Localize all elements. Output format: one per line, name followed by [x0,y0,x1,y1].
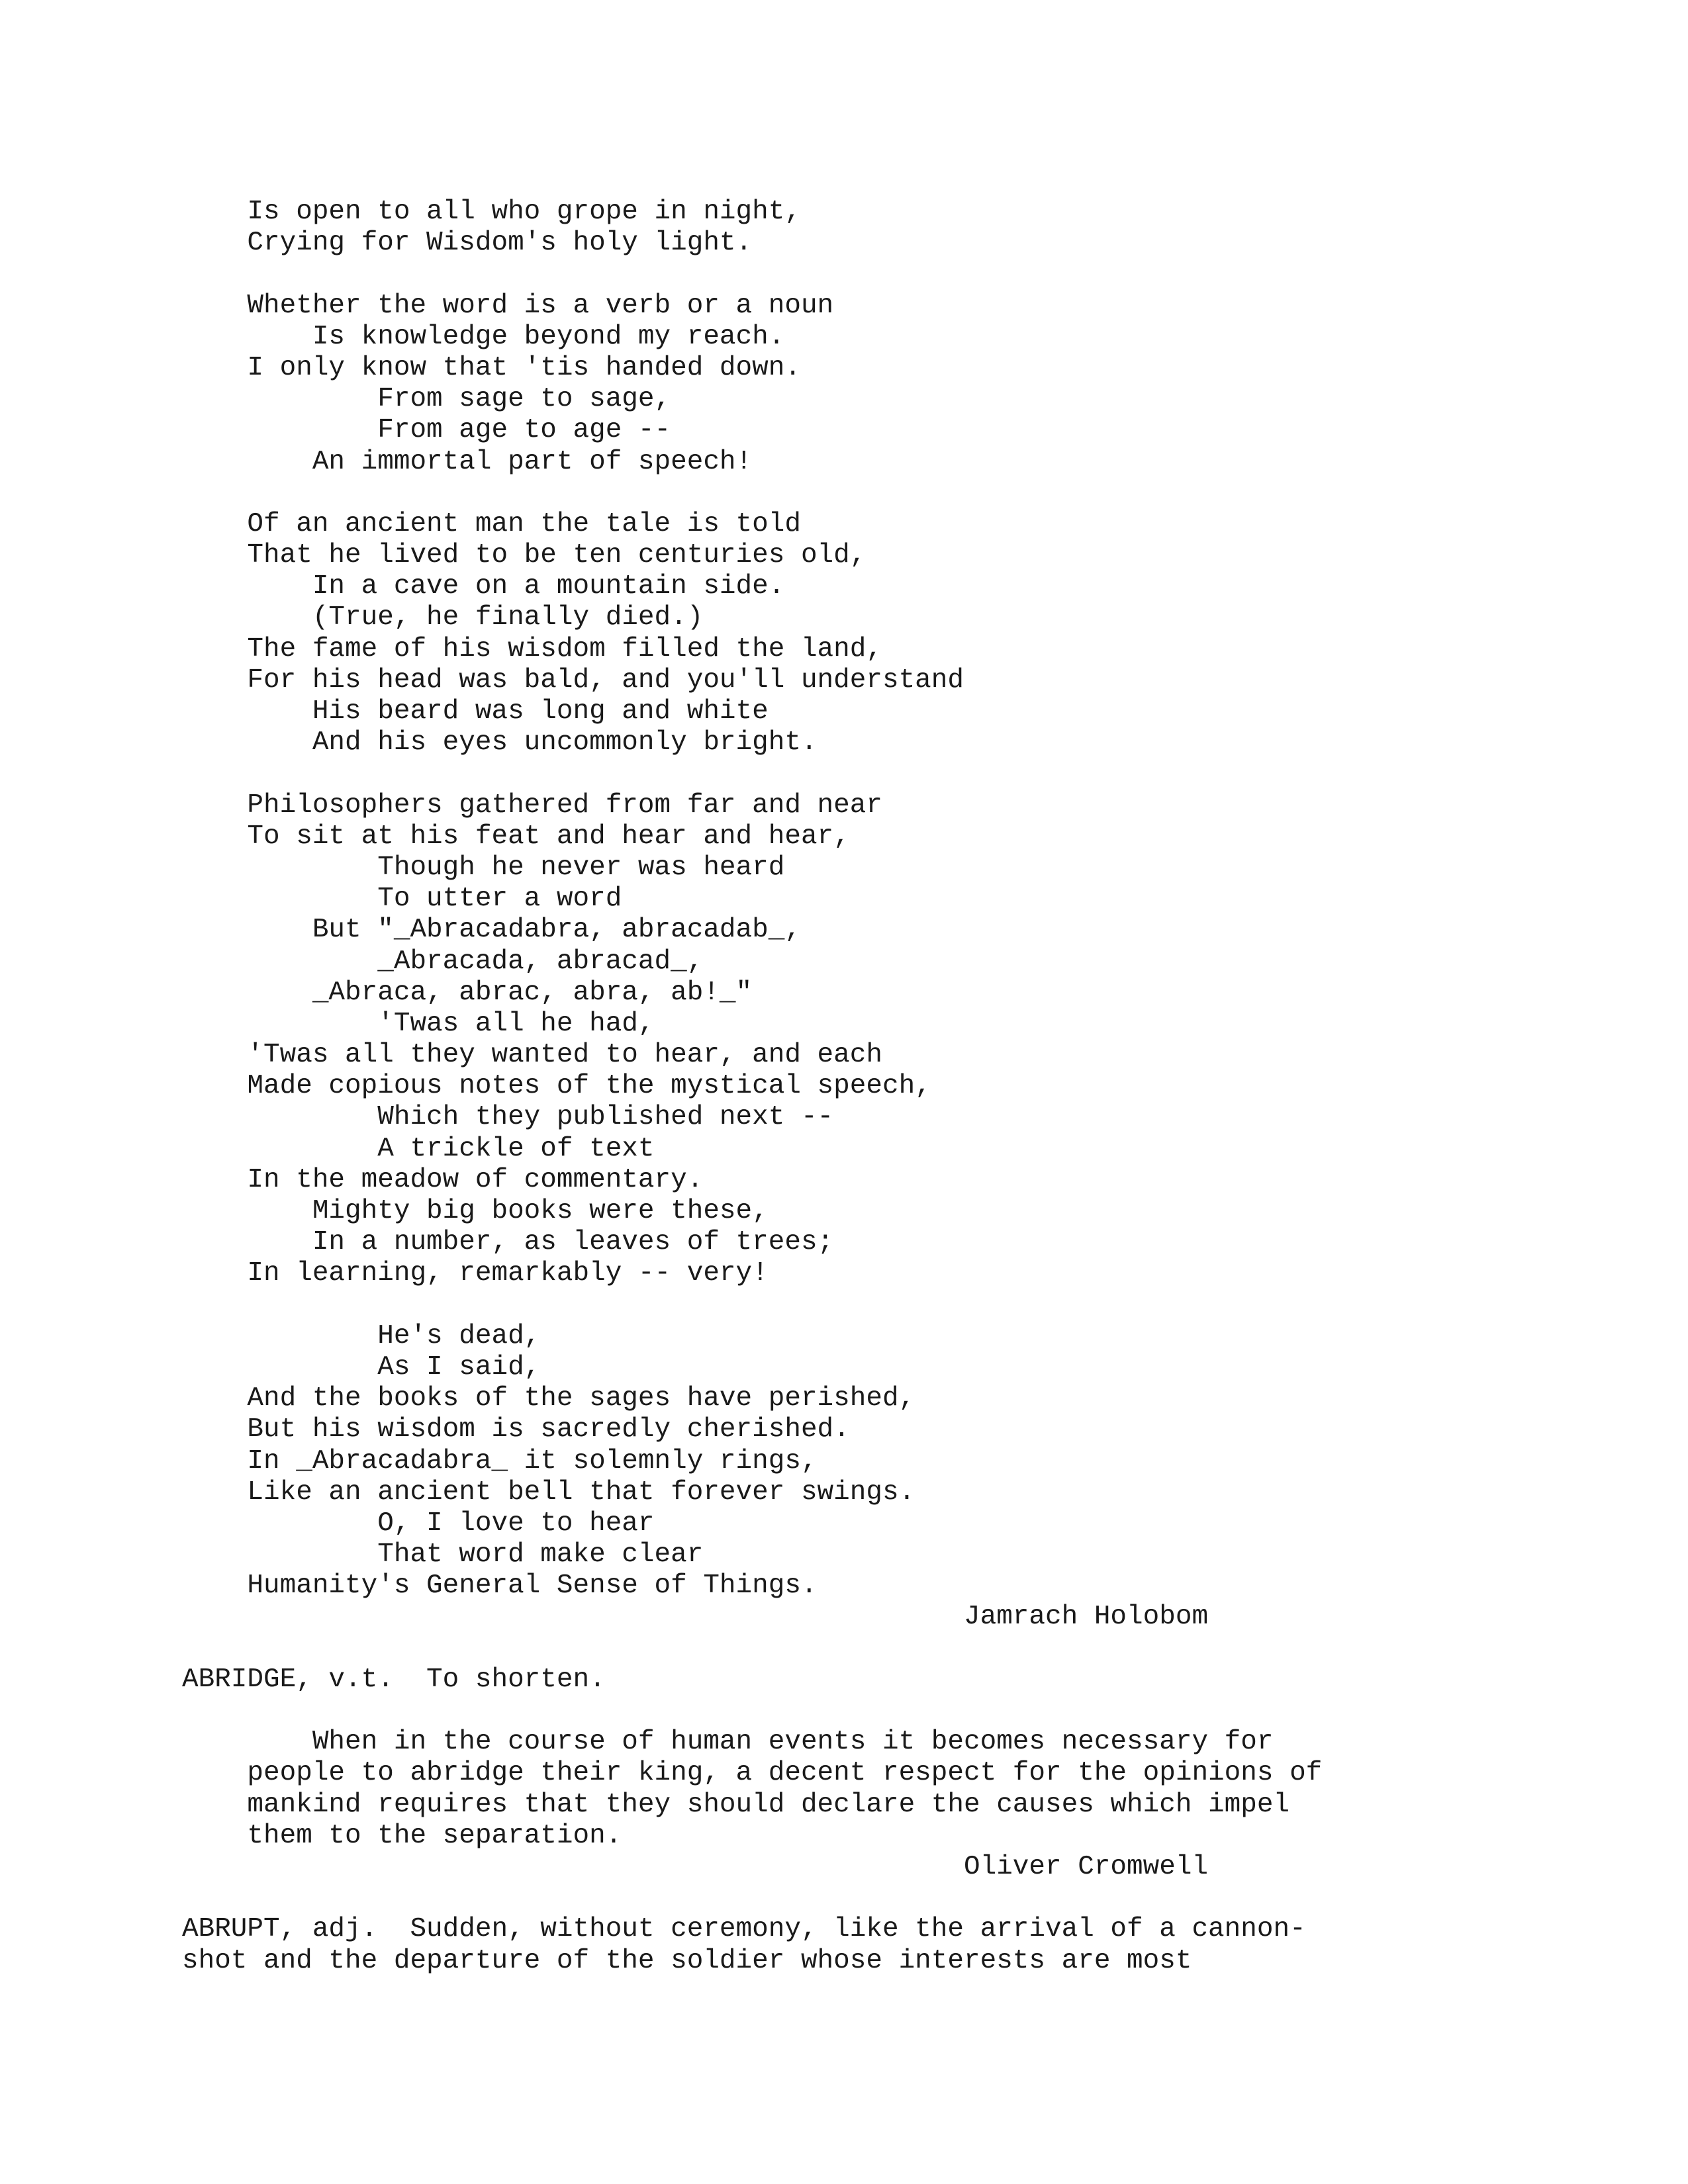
text-line: The fame of his wisdom filled the land, [182,633,882,664]
text-line [182,758,1638,790]
text-line: In learning, remarkably -- very! [182,1258,769,1289]
text-line: Oliver Cromwell [182,1851,1209,1882]
text-line: I only know that 'tis handed down. [182,352,801,383]
document-text [182,197,1638,1977]
text-line: In a number, as leaves of trees; [182,1227,834,1258]
text-line: He's dead, [182,1320,541,1351]
text-line: To utter a word [182,884,622,915]
text-line: shot and the departure of the soldier whose interests are most [182,1945,1192,1976]
text-line: In _Abracadabra_ it solemnly rings, [182,1445,818,1477]
text-line: Which they published next -- [182,1102,834,1133]
text-line: But his wisdom is sacredly cherished. [182,1414,850,1445]
text-line: 'Twas all he had, [182,1008,655,1039]
text-line: 'Twas all they wanted to hear, and each [182,1040,882,1071]
text-line: As I said, [182,1351,541,1383]
text-line: ABRUPT, adj. Sudden, without ceremony, like the arrival of a cannon- [182,1914,1306,1945]
text-line: ABRIDGE, v.t. To shorten. [182,1664,606,1695]
text-line: people to abridge their king, a decent respect for the opinions of [182,1758,1323,1789]
text-line: mankind requires that they should declare the causes which impel [182,1789,1290,1820]
text-line: Is knowledge beyond my reach. [182,321,785,352]
text-line: From age to age -- [182,415,671,446]
text-line [182,1696,1638,1727]
text-line: Is open to all who grope in night, [182,197,801,227]
text-line [182,1633,1638,1664]
text-line: But "_Abracadabra, abracadab_, [182,915,801,946]
text-line: An immortal part of speech! [182,446,753,477]
text-line: For his head was bald, and you'll understand [182,664,964,696]
text-line [182,1290,1638,1321]
text-line: From sage to sage, [182,384,671,415]
text-line: Though he never was heard [182,852,785,883]
text-line: Philosophers gathered from far and near [182,790,882,821]
text-line: (True, he finally died.) [182,602,704,633]
text-line: _Abracada, abracad_, [182,946,704,977]
text-line [182,259,1638,290]
text-line: Like an ancient bell that forever swings. [182,1477,915,1508]
text-line: To sit at his feat and hear and hear, [182,821,850,852]
text-line: And the books of the sages have perished, [182,1383,915,1414]
text-line: When in the course of human events it becomes necessary for [182,1727,1274,1758]
text-line: Crying for Wisdom's holy light. [182,228,753,259]
text-line: A trickle of text [182,1133,655,1164]
text-line [182,478,1638,509]
text-line: Whether the word is a verb or a noun [182,290,834,321]
text-line: Mighty big books were these, [182,1196,769,1226]
text-line [182,1883,1638,1914]
text-line: Made copious notes of the mystical speech, [182,1071,931,1102]
text-line: His beard was long and white [182,696,769,727]
text-line: Jamrach Holobom [182,1602,1209,1633]
text-line: That word make clear [182,1539,704,1570]
text-line: _Abraca, abrac, abra, ab!_" [182,977,753,1008]
text-line: them to the separation. [182,1820,622,1851]
text-line: In the meadow of commentary. [182,1164,704,1195]
text-line: In a cave on a mountain side. [182,571,785,602]
text-line: That he lived to be ten centuries old, [182,540,867,571]
text-line: And his eyes uncommonly bright. [182,727,818,758]
text-line: Of an ancient man the tale is told [182,508,801,539]
text-line: O, I love to hear [182,1508,655,1539]
text-line: Humanity's General Sense of Things. [182,1570,818,1602]
